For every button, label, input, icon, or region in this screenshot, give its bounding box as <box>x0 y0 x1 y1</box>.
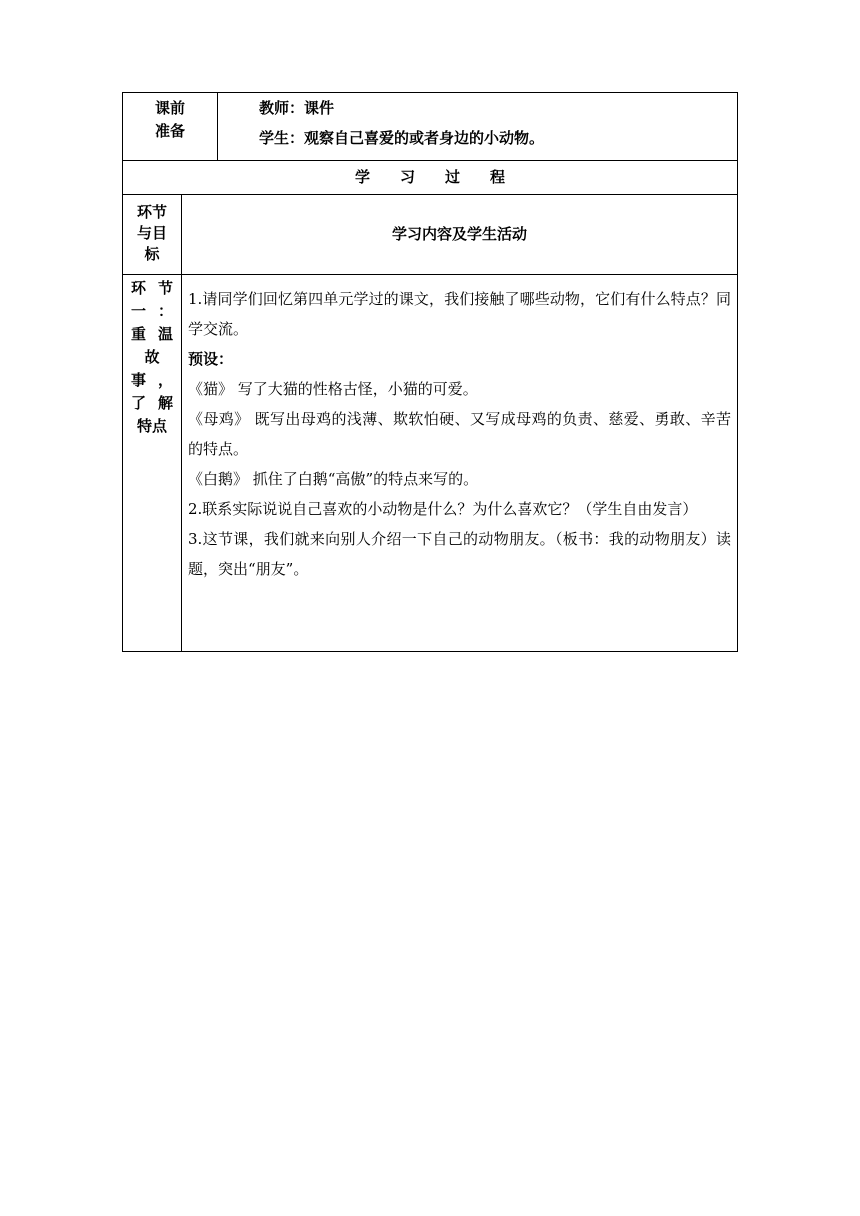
section-one-row <box>122 275 738 652</box>
preparation-row <box>122 92 738 161</box>
activity-recall-paragraph: 1.请同学们回忆第四单元学过的课文，我们接触了哪些动物，它们有什么特点？同学交流。 <box>188 290 731 338</box>
preset-goose-paragraph: 《白鹅》 抓住了白鹅“高傲”的特点来写的。 <box>188 470 479 488</box>
section-one-label-line: 重 温 <box>131 325 173 343</box>
lesson-plan-table <box>122 92 738 652</box>
stage-goal-header <box>123 195 182 274</box>
section-one-label <box>123 275 182 651</box>
section-one-label-line: 环 节 <box>131 279 173 297</box>
activity-intro-paragraph: 3.这节课，我们就来向别人介绍一下自己的动物朋友。（板书：我的动物朋友）读题，突出“朋友”。 <box>188 530 731 578</box>
section-one-label-line: 事 ， <box>131 371 173 389</box>
section-one-label-line: 故 <box>144 348 160 366</box>
preset-hen-paragraph: 《母鸡》 既写出母鸡的浅薄、欺软怕硬、又写成母鸡的负责、慈爱、勇敢、辛苦的特点。 <box>188 410 731 458</box>
preparation-label-line1: 课前 <box>154 99 185 117</box>
table-header-row <box>122 195 738 275</box>
preparation-label <box>123 93 218 160</box>
student-preparation: 学生：观察自己喜爱的或者身边的小动物。 <box>259 129 545 147</box>
stage-goal-header-line1: 环节 <box>136 203 167 221</box>
activity-share-paragraph: 2.联系实际说说自己喜欢的小动物是什么？为什么喜欢它？（学生自由发言） <box>188 500 698 518</box>
section-one-label-line: 了 解 <box>131 394 173 412</box>
preparation-content <box>218 93 737 160</box>
stage-goal-header-line2: 与目 <box>136 224 167 242</box>
teacher-preparation: 教师：课件 <box>259 99 335 117</box>
section-one-label-line: 一 ： <box>131 302 173 320</box>
section-one-label-line: 特点 <box>136 417 167 435</box>
content-activity-header: 学习内容及学生活动 <box>391 225 527 243</box>
section-one-content <box>182 275 737 651</box>
preset-cat-paragraph: 《猫》 写了大猫的性格古怪，小猫的可爱。 <box>188 380 478 398</box>
stage-goal-header-line3: 标 <box>144 245 160 263</box>
process-title: 学习过程 <box>122 161 738 195</box>
preparation-label-line2: 准备 <box>154 122 185 140</box>
preset-label: 预设： <box>188 350 234 368</box>
